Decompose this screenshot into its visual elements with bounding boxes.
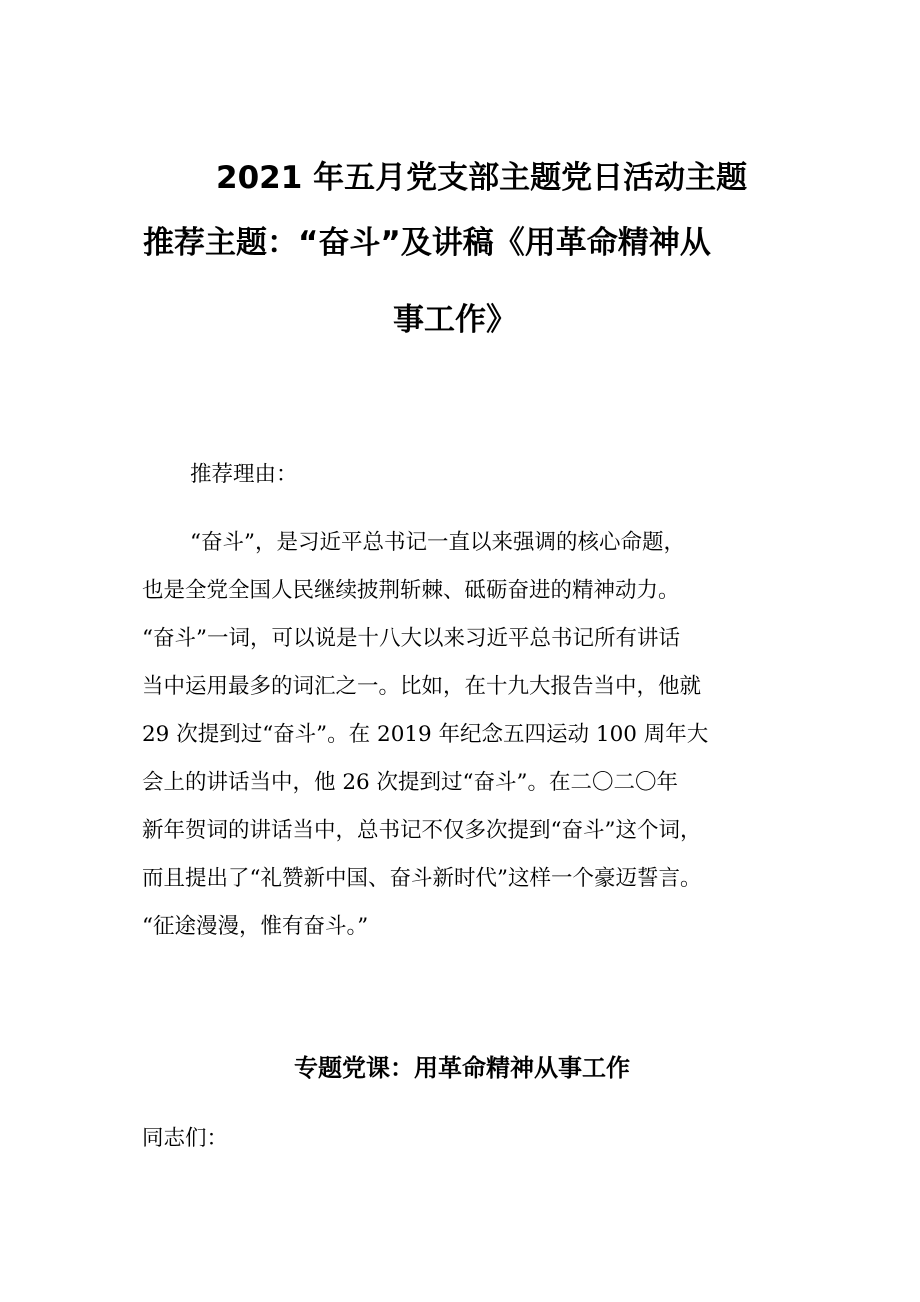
reason-paragraph	[142, 528, 792, 960]
title-line-2: 推荐主题：“奋斗”及讲稿《用革命精神从	[143, 225, 711, 261]
paragraph-line: 也是全党全国人民继续披荆斩棘、砥砺奋进的精神动力。	[142, 578, 680, 603]
section-heading: 专题党课：用革命精神从事工作	[294, 1054, 630, 1082]
paragraph-line: “奋斗”一词，可以说是十八大以来习近平总书记所有讲话	[142, 626, 680, 651]
title-line-1: 2021 年五月党支部主题党日活动主题	[216, 160, 748, 196]
paragraph-line: “奋斗”，是习近平总书记一直以来强调的核心命题，	[190, 530, 685, 555]
reason-label: 推荐理由：	[190, 462, 298, 487]
greeting: 同志们：	[142, 1126, 229, 1151]
paragraph-line: 当中运用最多的词汇之一。比如，在十九大报告当中，他就	[142, 674, 702, 699]
paragraph-line: “征途漫漫，惟有奋斗。”	[142, 914, 369, 939]
paragraph-line: 而且提出了“礼赞新中国、奋斗新时代”这样一个豪迈誓言。	[142, 866, 702, 891]
paragraph-line: 新年贺词的讲话当中，总书记不仅多次提到“奋斗”这个词，	[142, 818, 702, 843]
paragraph-line: 29 次提到过“奋斗”。在 2019 年纪念五四运动 100 周年大	[142, 722, 709, 747]
paragraph-line: 会上的讲话当中，他 26 次提到过“奋斗”。在二〇二〇年	[142, 770, 679, 795]
title-line-3: 事工作》	[393, 302, 517, 338]
